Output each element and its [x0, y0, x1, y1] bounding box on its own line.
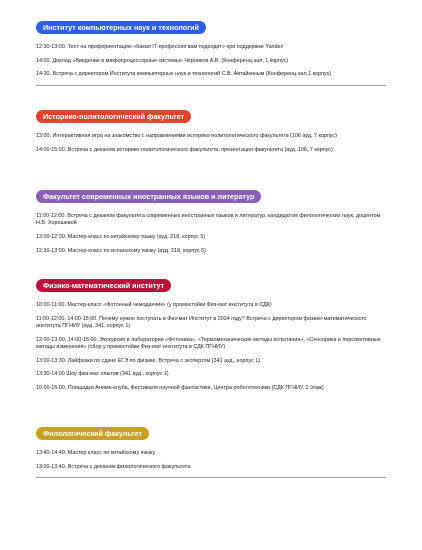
list-item: 12:00-13:00, 14:00-15:00. Экскурсия в лаборатории «Фотоника», «Термомеханические методы испытания», «Сенсорика и перспективные методы измерения» (сбор у промостойки Физ-мат института в СДК ПГНИУ): [36, 336, 381, 350]
section-title: Физико-математический институт: [36, 279, 171, 292]
entries-list: [36, 302, 386, 392]
list-item: 14:30. Встреча с директором Института компьютерных наук и технологий С.В. Автайкиным (Конференц-зал,1 корпус): [36, 71, 332, 78]
list-item: 12:30-13:00. Мастер-класс по испанскому языку (ауд. 218, корпус 5): [36, 247, 206, 254]
list-item: 13:30-14:00 Шоу физ-мат опытов (341 ауд., корпус 1): [36, 371, 169, 378]
section-foreign-languages: [36, 186, 386, 261]
list-item: 13:00-13:40. Встреча с деканом филологического факультета: [36, 463, 191, 470]
list-item: 13:40-14:40. Мастер класс по китайскому языку: [36, 450, 156, 456]
entries-list: [36, 450, 386, 471]
section-physics-math: [36, 275, 386, 398]
list-item: 10:00-15:00. Площадки Аниме-клуба, Фестиваля научной фантастики, Центра робототехники (СДК ПГНИУ, 2 этаж): [36, 384, 324, 391]
section-history-politics: [36, 106, 386, 160]
list-item: 13:00. Интерактивная игра на знакомство с направлениями историко-политологического факультета (106 ауд, 7 корпус): [36, 133, 337, 139]
entries-list: [36, 44, 386, 79]
section-divider: [36, 477, 386, 478]
entries-list: [36, 213, 386, 255]
list-item: 14:00-15:00. Встреча с деканом историко-политологического факультета, презентация факультета (ауд. 106, 7 корпус): [36, 146, 333, 153]
entries-list: [36, 133, 386, 154]
list-item: 14:00. Доклад «Введение в микропроцессорные системы» Черников А.В. (Конференц-зал, 1 корпус): [36, 57, 289, 64]
section-philology: [36, 423, 386, 478]
list-item: 11:00-12:00. Встреча с деканом факультета современных иностранных языков и литератур, кандидатом филологических наук, доцентом Н.В. Хорошевой: [36, 213, 381, 227]
section-title: Историко-политологический факультет: [36, 110, 191, 123]
list-item: 10:00-11:00. Мастер-класс «Фотонный чемоданчик» (у промостойки Физ-мат института в СДК): [36, 302, 272, 308]
section-computer-science: [36, 17, 386, 86]
list-item: 13:00-13:30. Лайфхаки по сдаче ЕГЭ по физике. Встреча с экспертом (341 ауд., корпус 1): [36, 357, 261, 364]
list-item: 11:00-12:00, 14:00-15:00. Почему нужно поступать в Физ-мат Институт в 2024 году? Встреча с директором физико-математического института ПГНИУ (ауд. 341, корпус 1): [36, 315, 367, 329]
section-title: Факультет современных иностранных языков и литератур: [36, 190, 261, 203]
section-title: Институт компьютерных наук и технологий: [36, 21, 206, 34]
list-item: 12:00-12:30. Мастер-класс по китайскому языку (ауд. 218, корпус 5): [36, 234, 206, 240]
list-item: 12:30-13:00. Тест на профориентацию «Какая IT-профессия вам подходит» при поддержке Yandex: [36, 44, 284, 50]
section-divider: [36, 85, 386, 86]
section-title: Филологический факультет: [36, 427, 149, 440]
